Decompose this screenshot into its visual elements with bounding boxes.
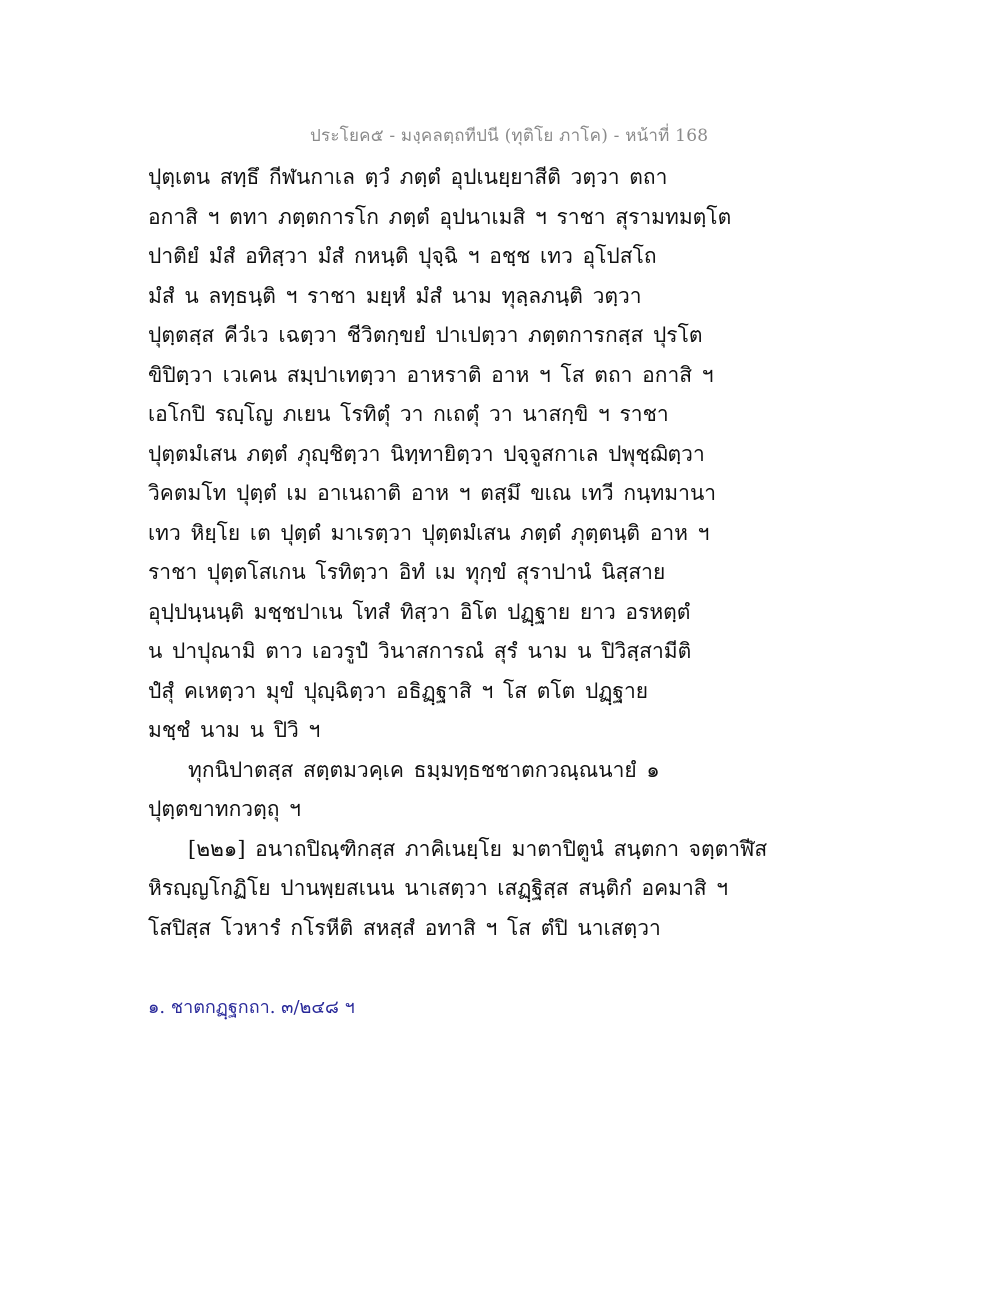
text-line: ปุตฺตสฺส คีวํเว เฉตฺวา ชีวิตกฺขยํ ปาเปตฺวา ภตฺตการกสฺส ปุรโต: [148, 323, 703, 347]
footnote: ๑. ชาตกฏฺฐกถา. ๓/๒๔๘ ฯ: [148, 997, 355, 1018]
closing-line: ปุตฺตขาทกวตฺถุ ฯ: [148, 797, 301, 821]
text-line: เอโกปิ รญฺโญ ภเยน โรทิตุํ วา กเถตุํ วา นาสกฺขิ ฯ ราชา: [148, 402, 669, 426]
section-line: โสปิสฺส โวหารํ กโรหีติ สหสฺสํ อทาสิ ฯ โส ตํปิ นาเสตฺวา: [148, 915, 661, 940]
text-line: ขิปิตฺวา เวเคน สมฺปาเทตฺวา อาหราติ อาห ฯ โส ตถา อกาสิ ฯ: [148, 362, 714, 387]
section-line: หิรญฺญโกฏิโย ปานพฺยสเนน นาเสตฺวา เสฏฺฐิสฺส สนฺติกํ อคมาสิ ฯ: [148, 876, 729, 900]
text-line: ปาติยํ มํสํ อทิสฺวา มํสํ กหนฺติ ปุจฺฉิ ฯ อชฺช เทว อุโปสโถ: [148, 244, 657, 268]
text-line: มชฺชํ นาม น ปิวิ ฯ: [148, 718, 321, 742]
text-line: ปุตฺตมํเสน ภตฺตํ ภุญฺชิตฺวา นิทฺทายิตฺวา ปจฺจูสกาเล ปพุชฺฌิตฺวา: [148, 441, 705, 466]
text-line: ปํสุํ คเหตฺวา มุขํ ปุญฺฉิตฺวา อธิฏฺฐาสิ ฯ โส ตโต ปฏฺฐาย: [148, 678, 649, 703]
text-line: ปุตฺเตน สทฺธึ กีฬนกาเล ตฺวํ ภตฺตํ อุปเนยฺยาสีติ วตฺวา ตถา: [148, 165, 668, 189]
section-line: [๒๒๑] อนาถปิณฺฑิกสฺส ภาคิเนยฺโย มาตาปิตูนํ สนฺตกา จตฺตาฬีส: [188, 836, 768, 861]
running-header: ประโยค๕ - มงฺคลตฺถทีปนี (ทุติโย ภาโค) - หน้าที่ 168: [310, 126, 709, 146]
text-line: เทว หิยฺโย เต ปุตฺตํ มาเรตฺวา ปุตฺตมํเสน ภตฺตํ ภุตฺตนฺติ อาห ฯ: [148, 520, 710, 545]
text-line: น ปาปุณามิ ตาว เอวรูปํ วินาสการณํ สุรํ นาม น ปิวิสฺสามีติ: [148, 639, 692, 663]
body-text: [148, 158, 868, 948]
closing-line: ทุกนิปาตสฺส สตฺตมวคฺเค ธมฺมทฺธชชาตกวณฺณนายํ ๑: [188, 757, 660, 782]
text-line: วิคตมโท ปุตฺตํ เม อาเนถาติ อาห ฯ ตสฺมึ ขเณ เทวี กนฺทมานา: [148, 481, 717, 505]
text-line: ราชา ปุตฺตโสเกน โรทิตฺวา อิทํ เม ทุกฺขํ สุราปานํ นิสฺสาย: [148, 560, 666, 584]
text-line: อกาสิ ฯ ตทา ภตฺตการโก ภตฺตํ อุปนาเมสิ ฯ ราชา สุรามทมตฺโต: [148, 204, 732, 229]
text-line: มํสํ น ลทฺธนฺติ ฯ ราชา มยฺหํ มํสํ นาม ทุลฺลภนฺติ วตฺวา: [148, 283, 642, 308]
text-line: อุปฺปนฺนนฺติ มชฺชปาเน โทสํ ทิสฺวา อิโต ปฏฺฐาย ยาว อรหตฺตํ: [148, 599, 691, 624]
